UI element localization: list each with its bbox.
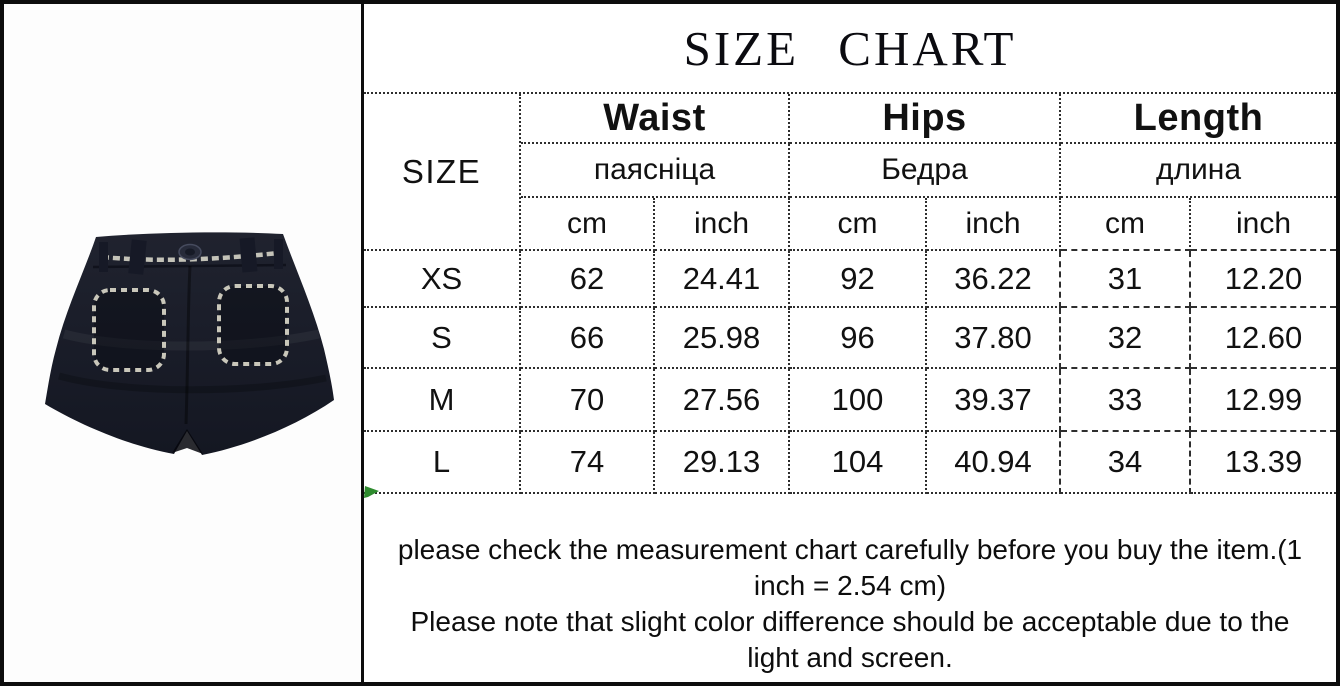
length-cm-header: cm: [1061, 198, 1191, 251]
waist-inch-header: inch: [655, 198, 790, 251]
table-cell: 96: [790, 308, 927, 369]
table-cell: 66: [521, 308, 655, 369]
table-cell: 62: [521, 251, 655, 308]
table-cell: 37.80: [927, 308, 1061, 369]
hips-inch-header: inch: [927, 198, 1061, 251]
table-cell: 27.56: [655, 369, 790, 432]
table-cell: 100: [790, 369, 927, 432]
table-cell: 104: [790, 432, 927, 494]
note-line: please check the measurement chart carefully before you buy the item.(1: [397, 534, 1303, 565]
measurement-notes: [364, 494, 1336, 682]
length-header: Length: [1061, 94, 1336, 144]
table-cell: 74: [521, 432, 655, 494]
table-cell: 33: [1061, 369, 1191, 432]
table-cell: 31: [1061, 251, 1191, 308]
size-chart-panel: [364, 4, 1336, 682]
hips-header: Hips: [790, 94, 1061, 144]
length-inch-header: inch: [1191, 198, 1336, 251]
green-marker-artifact: [364, 485, 380, 499]
size-row-label: L: [364, 432, 521, 494]
product-photo: [4, 4, 364, 682]
size-table: [364, 92, 1336, 494]
length-translation: длина: [1061, 144, 1336, 198]
waist-header: Waist: [521, 94, 790, 144]
size-row-label: XS: [364, 251, 521, 308]
table-cell: 12.99: [1191, 369, 1336, 432]
size-row-label: S: [364, 308, 521, 369]
waist-cm-header: cm: [521, 198, 655, 251]
table-cell: 12.60: [1191, 308, 1336, 369]
table-cell: 34: [1061, 432, 1191, 494]
right-pocket: [219, 286, 287, 364]
table-cell: 92: [790, 251, 927, 308]
back-button: [179, 245, 201, 260]
denim-shorts-graphic: [4, 4, 361, 682]
size-row-label: M: [364, 369, 521, 432]
table-cell: 36.22: [927, 251, 1061, 308]
table-cell: 32: [1061, 308, 1191, 369]
table-cell: 29.13: [655, 432, 790, 494]
size-column-header: SIZE: [364, 94, 521, 251]
table-cell: 24.41: [655, 251, 790, 308]
waist-translation: паясніца: [521, 144, 790, 198]
page-title: SIZE CHART: [683, 20, 1017, 76]
hips-translation: Бедра: [790, 144, 1061, 198]
table-cell: 12.20: [1191, 251, 1336, 308]
hips-cm-header: cm: [790, 198, 927, 251]
table-cell: 13.39: [1191, 432, 1336, 494]
table-cell: 70: [521, 369, 655, 432]
table-cell: 39.37: [927, 369, 1061, 432]
table-cell: 40.94: [927, 432, 1061, 494]
note-line: light and screen.: [747, 642, 953, 673]
note-line: Please note that slight color difference should be acceptable due to the: [410, 606, 1290, 637]
table-cell: 25.98: [655, 308, 790, 369]
note-line: inch = 2.54 cm): [753, 570, 947, 601]
left-pocket: [94, 290, 164, 370]
